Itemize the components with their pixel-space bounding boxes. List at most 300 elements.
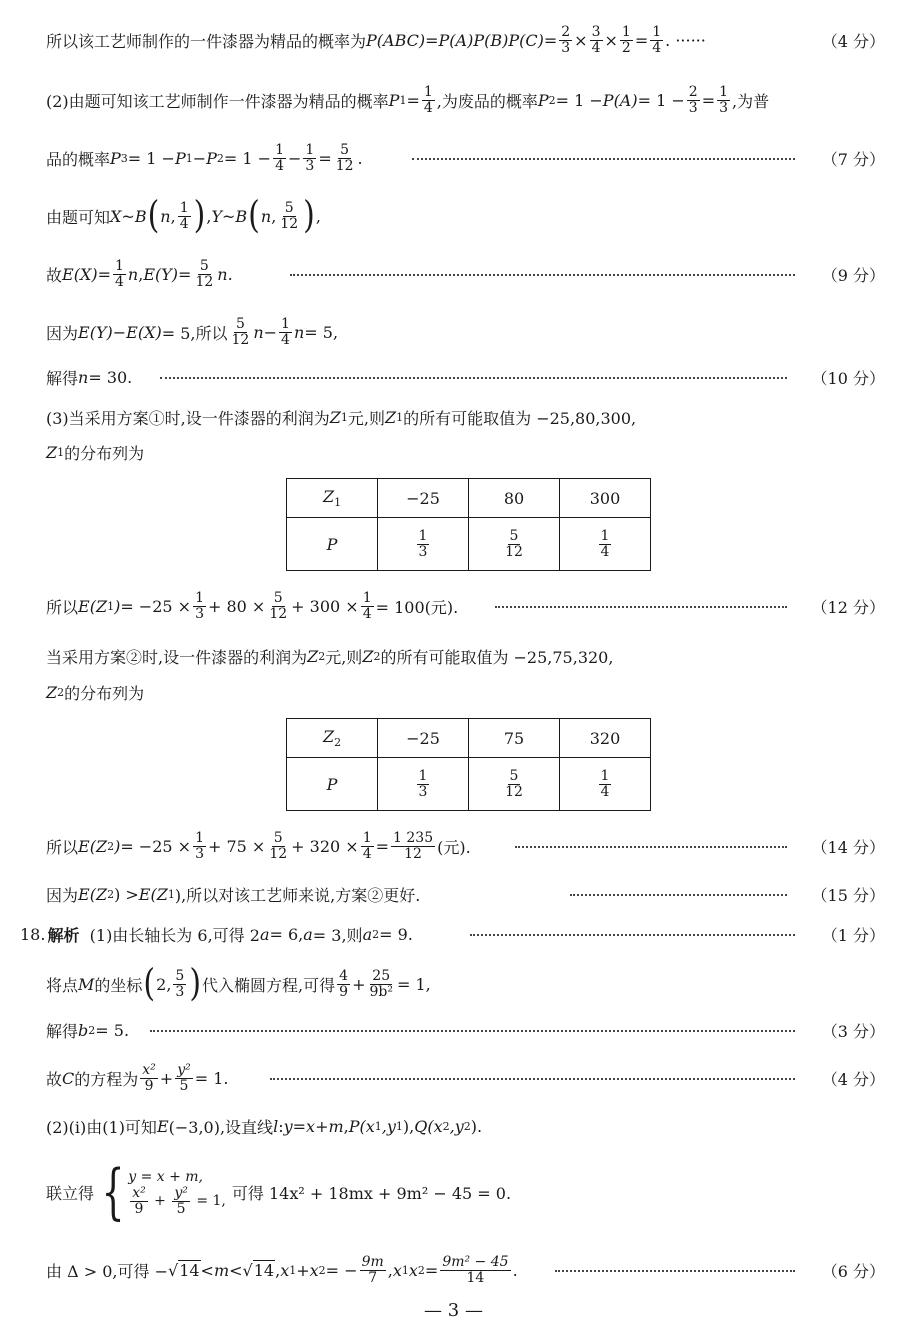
- math: a: [362, 924, 373, 944]
- right-paren: ): [193, 193, 206, 238]
- text: −: [263, 322, 278, 342]
- math: E(Z: [138, 884, 168, 904]
- line-7: [0, 357, 907, 397]
- math: Z: [329, 407, 341, 427]
- fraction: $\frac{5}{12}$: [280, 199, 299, 232]
- math: P: [174, 148, 186, 168]
- fraction: $\frac{1}{4}$: [179, 199, 189, 232]
- math: ): [114, 596, 121, 616]
- text: (3)当采用方案①时,设一件漆器的利润为: [46, 408, 330, 428]
- line-4-text: [46, 193, 321, 238]
- subscript: 1: [107, 599, 115, 613]
- fraction: $\frac{\text{x²}}{9}$: [142, 1061, 156, 1094]
- text: 所以: [46, 597, 79, 617]
- text: = 100(元).: [375, 597, 459, 617]
- text: 2,: [156, 974, 172, 994]
- math: Z: [46, 682, 58, 702]
- text: 的坐标: [94, 975, 143, 995]
- math: P: [348, 1116, 360, 1136]
- text: (−3,0),设直线: [168, 1117, 274, 1137]
- text: 的所有可能取值为 −25,75,320,: [380, 647, 614, 667]
- math: E(Y): [78, 322, 113, 342]
- math: ,y: [449, 1116, 464, 1136]
- text: ,: [138, 264, 144, 284]
- text: 元,则: [325, 647, 363, 667]
- subscript: 1: [289, 1263, 297, 1277]
- distribution-table-1: [286, 478, 651, 571]
- text: ×: [574, 30, 588, 50]
- text: +: [315, 1116, 329, 1136]
- line-13: [0, 826, 907, 866]
- text: = 1 −: [127, 148, 175, 168]
- dot-leader: [150, 1030, 795, 1032]
- text: = 5,: [304, 322, 339, 342]
- left-paren: (: [248, 193, 260, 238]
- text: = 1 −: [555, 90, 603, 110]
- text: . ······: [665, 30, 706, 50]
- text: ),所以对该工艺师来说,方案②更好.: [174, 885, 421, 905]
- math: (x: [427, 1116, 443, 1136]
- subscript: 2: [107, 839, 115, 853]
- line-17: [0, 1010, 907, 1050]
- question-number: 18.: [20, 924, 46, 944]
- subscript: 1: [57, 445, 65, 459]
- subscript: 1: [401, 1263, 409, 1277]
- math: E(Z: [78, 836, 108, 856]
- text: (2)由题可知该工艺师制作一件漆器为精品的概率: [46, 91, 389, 111]
- fraction: $\frac{5}{12}$: [335, 141, 354, 174]
- text: = 5,所以: [161, 323, 228, 343]
- table-header-cell: 80: [469, 479, 560, 518]
- math: P: [388, 90, 400, 110]
- fraction: $\frac{1}{4}$: [423, 83, 433, 116]
- text: = 5.: [95, 1020, 130, 1040]
- subscript: 2: [548, 93, 556, 107]
- subscript: 2: [318, 1263, 326, 1277]
- line-21-text: [46, 1250, 518, 1290]
- text: (1)由长轴长为 6,可得 2: [79, 925, 260, 945]
- fraction: $\frac{1}{3}$: [719, 83, 729, 116]
- line-5: [0, 254, 907, 294]
- math: P(A)P(B)P(C): [438, 30, 544, 50]
- text: =: [292, 1116, 307, 1136]
- math: x: [309, 1260, 319, 1280]
- math: B: [134, 206, 147, 226]
- line-13-text: [46, 826, 471, 866]
- text: 因为: [46, 885, 79, 905]
- table-cell: $\frac{1}{4}$: [560, 758, 651, 811]
- text: 可得 14x² + 18mx + 9m² − 45 = 0.: [231, 1183, 512, 1203]
- text: =: [97, 264, 111, 284]
- table-row: [287, 758, 651, 811]
- superscript: 2: [372, 927, 380, 941]
- line-18: [0, 1058, 907, 1098]
- text: =: [424, 1260, 439, 1280]
- line-4: [0, 193, 907, 238]
- dot-leader: [160, 377, 787, 379]
- line-11: [0, 636, 907, 676]
- math: x: [306, 1116, 316, 1136]
- line-2-text: [46, 80, 769, 120]
- fraction: $\frac{1}{4}$: [114, 257, 124, 290]
- superscript: 2: [88, 1023, 96, 1037]
- line-14-text: [46, 874, 420, 914]
- line-9: [0, 432, 907, 472]
- math: n: [253, 322, 264, 342]
- text: =: [425, 30, 439, 50]
- text: <: [229, 1260, 243, 1280]
- subscript: 1: [396, 410, 404, 424]
- dot-leader: [270, 1078, 795, 1080]
- sqrt: √14: [242, 1260, 275, 1280]
- text: ×: [604, 30, 618, 50]
- line-6-text: [46, 312, 338, 352]
- line-19-text: [46, 1106, 482, 1146]
- table-cell: $\frac{5}{12}$: [469, 758, 560, 811]
- line-10-text: [46, 586, 458, 626]
- table-header-cell: $Z_1$: [287, 479, 378, 518]
- sqrt: √14: [167, 1260, 200, 1280]
- fraction: $\frac{1}{4}$: [281, 315, 290, 348]
- text: ,: [206, 206, 212, 226]
- line-15-text: [20, 914, 413, 954]
- text: +: [352, 974, 366, 994]
- fraction: $\frac{5}{12}$: [231, 315, 250, 348]
- points-label: （7 分）: [821, 149, 885, 169]
- math: Z: [307, 646, 319, 666]
- table-cell: $\frac{1}{3}$: [378, 518, 469, 571]
- text: = −25 ×: [120, 836, 192, 856]
- line-12: [0, 672, 907, 712]
- text: = 1.: [194, 1068, 229, 1088]
- table-cell: P: [287, 758, 378, 811]
- text: +: [159, 1068, 174, 1088]
- fraction: $\frac{\text{9m² − 45}}{14}$: [442, 1253, 509, 1286]
- table-row: [287, 518, 651, 571]
- line-16: [0, 961, 907, 1006]
- text: =: [543, 30, 558, 50]
- math: x: [408, 1260, 418, 1280]
- fraction: $\frac{5}{12}$: [269, 829, 288, 862]
- math: a: [303, 924, 313, 944]
- math: l: [273, 1116, 279, 1136]
- left-brace: {: [101, 1157, 125, 1227]
- text: .: [357, 148, 363, 168]
- text: =: [178, 264, 192, 284]
- dot-leader: [570, 894, 787, 896]
- fraction: $\frac{5}{3}$: [175, 967, 185, 1000]
- math: n: [293, 322, 305, 342]
- text: ,: [315, 206, 321, 226]
- text: :: [278, 1116, 284, 1136]
- math: n: [160, 206, 171, 226]
- math: ): [114, 836, 121, 856]
- math: P: [206, 148, 217, 168]
- fraction: $\frac{1}{3}$: [195, 829, 204, 862]
- fraction: $\frac{1}{4}$: [362, 589, 372, 622]
- dot-leader: [290, 274, 795, 276]
- text: + 320 ×: [291, 836, 359, 856]
- text: = 3,则: [312, 925, 363, 945]
- subscript: 3: [120, 151, 128, 165]
- points-label: （15 分）: [811, 885, 885, 905]
- math: n: [78, 367, 89, 387]
- line-3-text: [46, 138, 363, 178]
- line-20: [0, 1152, 907, 1232]
- line-14: [0, 874, 907, 914]
- text: = 9.: [379, 924, 413, 944]
- text: =: [318, 148, 332, 168]
- math: P(A): [602, 90, 638, 110]
- text: (2)(ⅰ)由(1)可知: [46, 1117, 157, 1137]
- line-20-text: [46, 1152, 511, 1232]
- points-label: （14 分）: [811, 837, 885, 857]
- subscript: 1: [167, 887, 175, 901]
- distribution-table-2: [286, 718, 651, 811]
- math: P(ABC): [366, 30, 426, 50]
- math: Z: [362, 646, 374, 666]
- dot-leader: [515, 846, 787, 848]
- math: E(X): [126, 322, 162, 342]
- math: m: [213, 1260, 230, 1280]
- fraction: $\frac{25}{\text{9b²}}$: [369, 967, 393, 1000]
- text: ),: [402, 1116, 415, 1136]
- text: ,: [275, 1260, 281, 1280]
- subscript: 2: [463, 1119, 471, 1133]
- equation-row: $\frac{\text{x²}}{9}$ + $\frac{\text{y²}}{5}$ = 1,: [132, 1184, 226, 1217]
- text: .: [512, 1260, 518, 1280]
- text: 由 Δ > 0,可得 −: [46, 1261, 168, 1281]
- subscript: 2: [417, 1263, 425, 1277]
- text: 解得: [46, 368, 79, 388]
- equation-system: [128, 1168, 226, 1217]
- text: ,: [271, 206, 277, 226]
- line-5-text: [46, 254, 233, 294]
- dot-leader: [555, 1270, 795, 1272]
- text: = 1 −: [637, 90, 685, 110]
- line-19: [0, 1106, 907, 1146]
- text: .: [227, 264, 233, 284]
- math: B: [235, 206, 248, 226]
- text: −: [112, 322, 127, 342]
- text: ,: [170, 206, 176, 226]
- math: n: [217, 264, 228, 284]
- line-10: [0, 586, 907, 626]
- text: = −25 ×: [120, 596, 192, 616]
- text: ).: [470, 1116, 483, 1136]
- text: <: [200, 1260, 214, 1280]
- dot-leader: [470, 934, 795, 936]
- fraction: $\frac{1}{4}$: [362, 829, 372, 862]
- table-header-cell: 320: [560, 719, 651, 758]
- text: 的分布列为: [64, 443, 145, 463]
- text: + 300 ×: [291, 596, 359, 616]
- text: 的分布列为: [64, 683, 145, 703]
- text: 故: [46, 265, 63, 285]
- analysis-label: 解析: [47, 925, 80, 945]
- subscript: 1: [374, 1119, 382, 1133]
- math: Z: [384, 407, 397, 427]
- math: m: [328, 1116, 344, 1136]
- text: = 30.: [88, 367, 133, 387]
- text: =: [634, 30, 649, 50]
- points-label: （12 分）: [811, 597, 885, 617]
- text: (元).: [437, 837, 471, 857]
- text: 所以: [46, 837, 79, 857]
- text: ~: [121, 206, 135, 226]
- text: =: [375, 836, 390, 856]
- table-cell: P: [287, 518, 378, 571]
- text: = −: [325, 1260, 358, 1280]
- left-paren: (: [143, 961, 156, 1006]
- math: Q: [414, 1116, 428, 1136]
- text: ,为废品的概率: [436, 91, 538, 111]
- page-number: — 3 —: [424, 1300, 483, 1321]
- text: ,: [387, 1260, 393, 1280]
- math: b: [78, 1020, 89, 1040]
- text: 当采用方案②时,设一件漆器的利润为: [46, 647, 308, 667]
- subscript: 1: [340, 410, 348, 424]
- dot-leader: [412, 158, 795, 160]
- math: x: [280, 1260, 290, 1280]
- text: −: [192, 148, 207, 168]
- equation-row: y = x + m,: [128, 1168, 203, 1185]
- fraction: $\frac{1 235}{12}$: [393, 829, 434, 862]
- text: 元,则: [347, 408, 385, 428]
- line-8-text: [46, 397, 636, 437]
- table-cell: $\frac{1}{3}$: [378, 758, 469, 811]
- fraction: $\frac{2}{3}$: [688, 83, 698, 116]
- subscript: 2: [107, 887, 115, 901]
- fraction: $\frac{1}{4}$: [275, 141, 284, 174]
- math: n: [127, 264, 139, 284]
- math: P: [537, 90, 549, 110]
- text: 联立得: [46, 1183, 95, 1203]
- text: = 1,: [396, 974, 431, 994]
- math: E(Z: [78, 884, 108, 904]
- fraction: $\frac{1}{3}$: [195, 589, 204, 622]
- points-label: （4 分）: [821, 31, 885, 51]
- line-7-text: [46, 357, 132, 397]
- line-11-text: [46, 636, 613, 676]
- math: E(Z: [78, 596, 108, 616]
- text: ~: [222, 206, 236, 226]
- text: 因为: [46, 323, 79, 343]
- text: 的方程为: [74, 1069, 139, 1089]
- right-paren: ): [303, 193, 315, 238]
- math: y: [283, 1116, 293, 1136]
- text: ,: [343, 1116, 349, 1136]
- text: =: [406, 90, 420, 110]
- math: a: [259, 924, 270, 944]
- line-12-text: [46, 672, 144, 712]
- table-cell: $\frac{1}{4}$: [560, 518, 651, 571]
- table-cell: $\frac{5}{12}$: [469, 518, 560, 571]
- dot-leader: [495, 606, 787, 608]
- line-3: [0, 138, 907, 178]
- subscript: 1: [399, 93, 407, 107]
- math: Y: [211, 206, 222, 226]
- math: X: [110, 206, 122, 226]
- fraction: $\frac{1}{3}$: [305, 141, 315, 174]
- fraction: $\frac{1}{2}$: [621, 23, 631, 56]
- fraction: $\frac{5}{12}$: [269, 589, 288, 622]
- line-15: [0, 914, 907, 954]
- text: = 1 −: [223, 148, 272, 168]
- left-paren: (: [147, 193, 160, 238]
- table-header-cell: $Z_2$: [287, 719, 378, 758]
- math: E(X): [62, 264, 98, 284]
- math: ,y: [381, 1116, 396, 1136]
- line-21: [0, 1250, 907, 1290]
- fraction: $\frac{4}{9}$: [339, 967, 349, 1000]
- text: 的所有可能取值为 −25,80,300,: [403, 408, 637, 428]
- text: 所以该工艺师制作的一件漆器为精品的概率为: [46, 31, 367, 51]
- subscript: 1: [185, 151, 193, 165]
- line-9-text: [46, 432, 144, 472]
- math: C: [62, 1068, 75, 1088]
- line-16-text: [46, 961, 431, 1006]
- text: = 6,: [269, 924, 304, 944]
- subscript: 2: [318, 649, 326, 663]
- right-paren: ): [189, 961, 202, 1006]
- points-label: （1 分）: [821, 925, 885, 945]
- points-label: （10 分）: [811, 368, 885, 388]
- subscript: 1: [395, 1119, 403, 1133]
- line-1: [0, 20, 907, 60]
- text: 代入椭圆方程,可得: [202, 975, 336, 995]
- math: x: [392, 1260, 402, 1280]
- fraction: $\frac{2}{3}$: [561, 23, 571, 56]
- math: Z: [46, 442, 58, 462]
- fraction: $\frac{9m}{7}$: [361, 1253, 384, 1286]
- text: + 75 ×: [207, 836, 266, 856]
- line-1-text: [46, 20, 706, 60]
- math: P: [110, 148, 121, 168]
- math: M: [78, 974, 95, 994]
- table-header-cell: 75: [469, 719, 560, 758]
- text: 故: [46, 1069, 63, 1089]
- subscript: 2: [216, 151, 224, 165]
- text: + 80 ×: [207, 596, 266, 616]
- line-18-text: [46, 1058, 229, 1098]
- points-label: （9 分）: [821, 265, 885, 285]
- text: ,为普: [732, 91, 770, 111]
- text: 解得: [46, 1021, 79, 1041]
- points-label: （6 分）: [821, 1261, 885, 1281]
- math: E(Y): [143, 264, 179, 284]
- table-row: [287, 479, 651, 518]
- text: 由题可知: [46, 207, 111, 227]
- subscript: 2: [57, 685, 65, 699]
- text: −: [287, 148, 302, 168]
- line-2: [0, 80, 907, 120]
- text: 品的概率: [46, 149, 111, 169]
- fraction: $\frac{\text{y²}}{5}$: [177, 1061, 191, 1094]
- fraction: $\frac{5}{12}$: [195, 257, 214, 290]
- line-6: [0, 312, 907, 352]
- fraction: $\frac{3}{4}$: [591, 23, 601, 56]
- text: ) >: [114, 884, 139, 904]
- text: =: [701, 90, 716, 110]
- text: 将点: [46, 975, 79, 995]
- math: E: [156, 1116, 169, 1136]
- subscript: 2: [442, 1119, 450, 1133]
- table-header-cell: 300: [560, 479, 651, 518]
- line-8: [0, 397, 907, 437]
- fraction: $\frac{1}{4}$: [652, 23, 662, 56]
- table-header-cell: −25: [378, 719, 469, 758]
